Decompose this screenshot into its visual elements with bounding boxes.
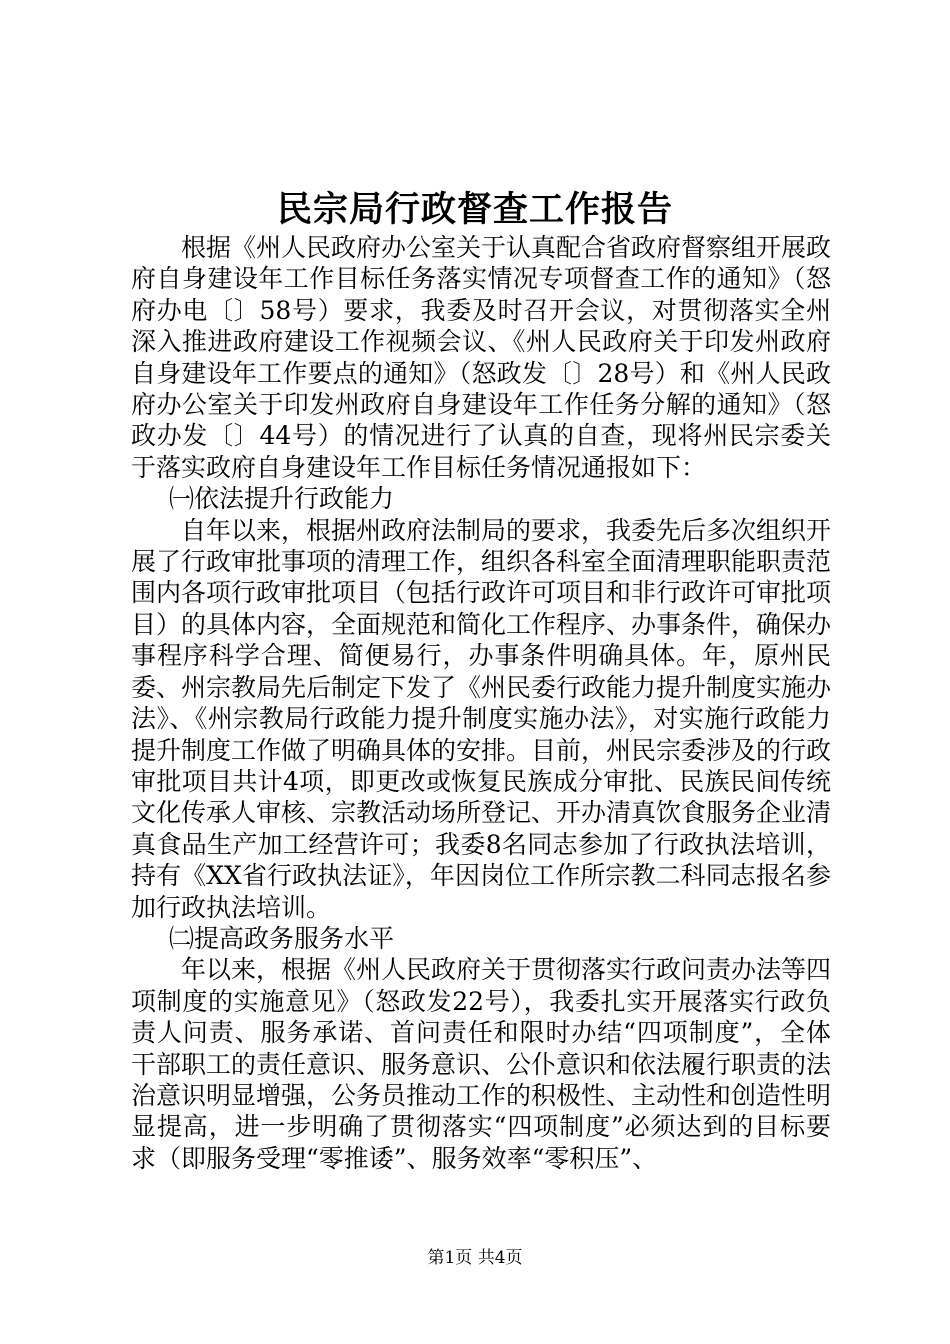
intro-paragraph: 根据《州人民政府办公室关于认真配合省政府督察组开展政府自身建设年工作目标任务落实情况专项督查工作的通知》（怒府办电〔〕58号）要求，我委及时召开会议，对贯彻落实全州深入推进政府建设工作视频会议、《州人民政府关于印发州政府自身建设年工作要点的通知》（怒政发〔〕28号）和《州人民政府办公室关于印发州政府自身建设年工作任务分解的通知》（怒政办发〔〕44号）的情况进行了认真的自查，现将州民宗委关于落实政府自身建设年工作目标任务情况通报如下： [131, 233, 832, 482]
section-heading-2: ㈡提高政务服务水平 [169, 923, 395, 953]
document-body [131, 232, 831, 1174]
section-heading-1: ㈠依法提升行政能力 [169, 484, 395, 514]
page-number-footer: 第1页 共4页 [427, 1248, 523, 1268]
section-1-paragraph: 自年以来，根据州政府法制局的要求，我委先后多次组织开展了行政审批事项的清理工作，组织各科室全面清理职能职责范围内各项行政审批项目（包括行政许可项目和非行政许可审批项目）的具体内容，全面规范和简化工作程序、办事条件，确保办事程序科学合理、简便易行，办事条件明确具体。年，原州民委、州宗教局先后制定下发了《州民委行政能力提升制度实施办法》、《州宗教局行政能力提升制度实施办法》，对实施行政能力提升制度工作做了明确具体的安排。目前，州民宗委涉及的行政审批项目共计4项，即更改或恢复民族成分审批、民族民间传统文化传承人审核、宗教活动场所登记、开办清真饮食服务企业清真食品生产加工经营许可；我委8名同志参加了行政执法培训，持有《XX省行政执法证》，年因岗位工作所宗教二科同志报名参加行政执法培训。 [131, 515, 832, 922]
section-2-paragraph: 年以来，根据《州人民政府关于贯彻落实行政问责办法等四项制度的实施意见》（怒政发22号），我委扎实开展落实行政负责人问责、服务承诺、首问责任和限时办结“四项制度”，全体干部职工的责任意识、服务意识、公仆意识和依法履行职责的法治意识明显增强，公务员推动工作的积极性、主动性和创造性明显提高，进一步明确了贯彻落实“四项制度”必须达到的目标要求（即服务受理“零推诿”、服务效率“零积压”、 [131, 955, 832, 1173]
document-title: 民宗局行政督查工作报告 [276, 189, 673, 230]
